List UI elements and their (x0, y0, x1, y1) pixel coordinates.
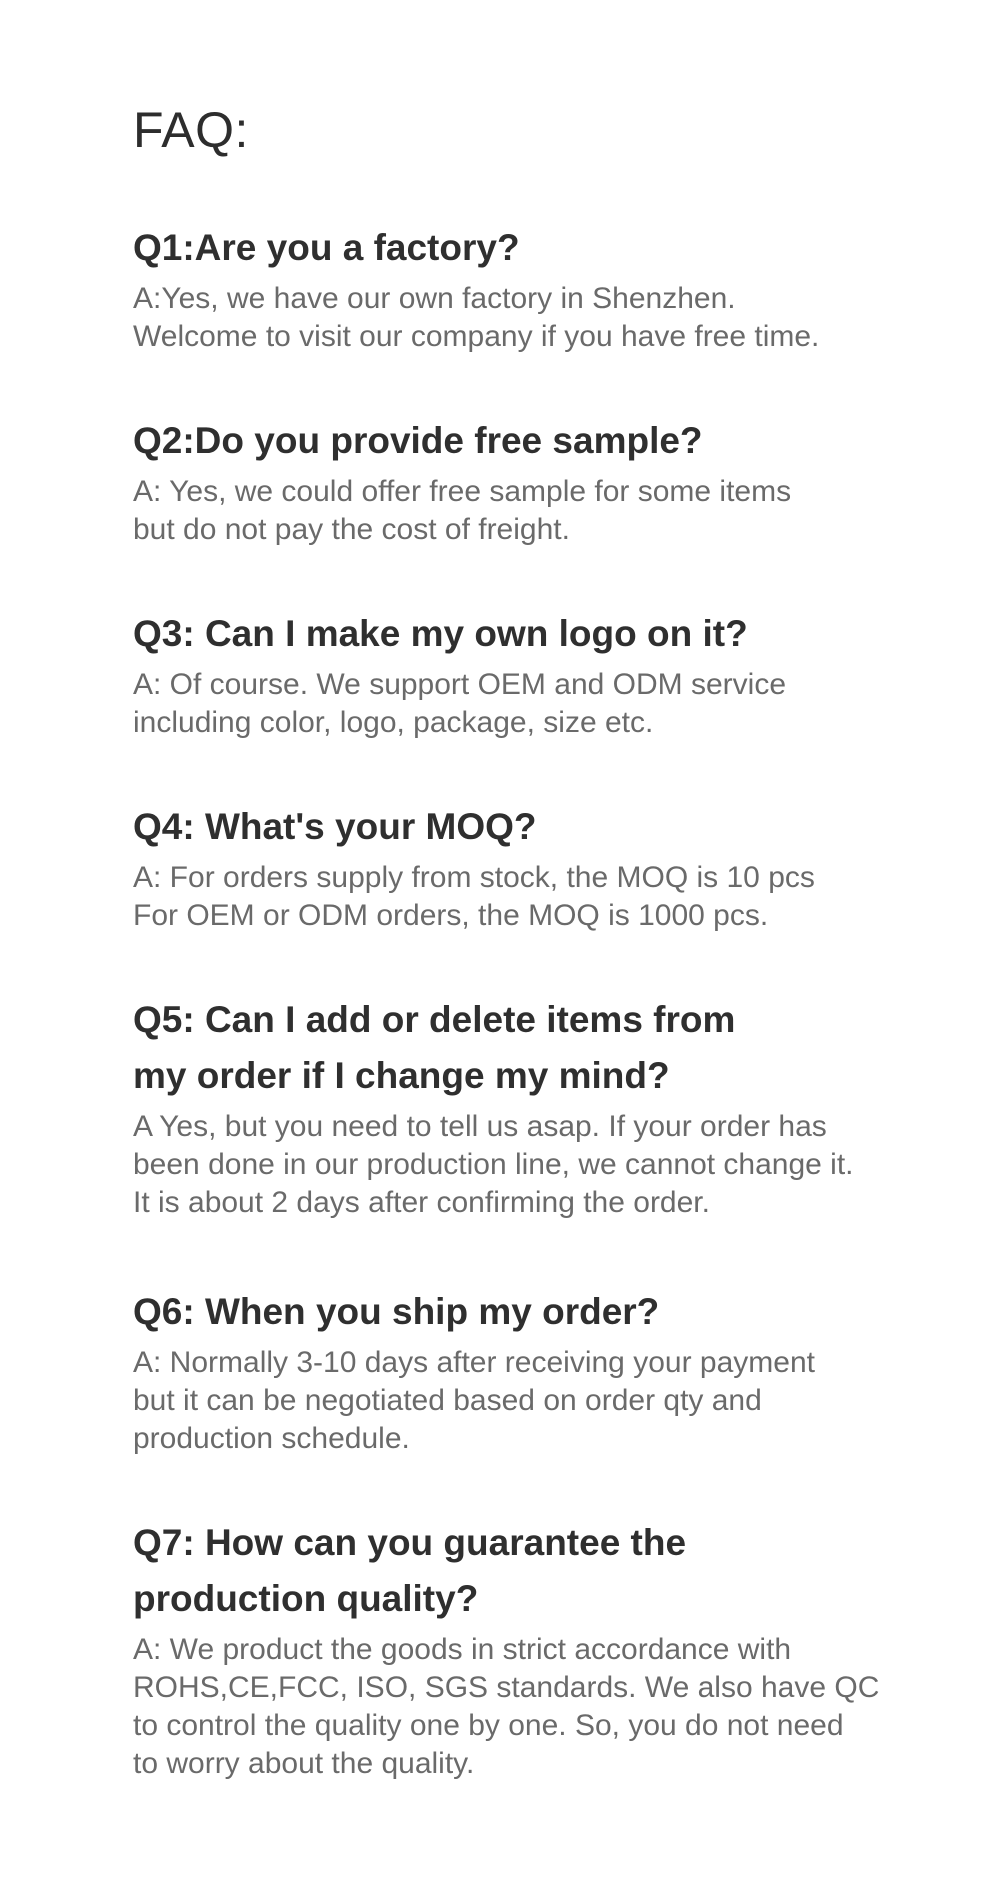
faq-question-4: Q4: What's your MOQ? (133, 806, 537, 847)
faq-item-7 (133, 1515, 893, 1783)
faq-question-6: Q6: When you ship my order? (133, 1291, 660, 1332)
faq-item-4 (133, 799, 893, 935)
faq-question-5: Q5: Can I add or delete items from my order if I change my mind? (133, 999, 736, 1096)
faq-item-3 (133, 606, 893, 742)
faq-item-1 (133, 220, 893, 356)
faq-answer-3: A: Of course. We support OEM and ODM service including color, logo, package, size etc. (133, 668, 786, 739)
faq-item-2 (133, 413, 893, 549)
faq-item-5 (133, 992, 893, 1222)
faq-answer-1: A:Yes, we have our own factory in Shenzhen. Welcome to visit our company if you have free time. (133, 282, 820, 353)
faq-answer-6: A: Normally 3-10 days after receiving your payment but it can be negotiated based on order qty and production schedule. (133, 1346, 815, 1455)
faq-answer-2: A: Yes, we could offer free sample for some items but do not pay the cost of freight. (133, 475, 792, 546)
faq-question-1: Q1:Are you a factory? (133, 227, 520, 268)
faq-question-7: Q7: How can you guarantee the production quality? (133, 1522, 687, 1619)
faq-answer-4: A: For orders supply from stock, the MOQ is 10 pcs For OEM or ODM orders, the MOQ is 1000 pcs. (133, 861, 815, 932)
faq-item-6 (133, 1284, 893, 1458)
faq-question-3: Q3: Can I make my own logo on it? (133, 613, 748, 654)
page-title: FAQ: (133, 102, 249, 158)
faq-answer-7: A: We product the goods in strict accordance with ROHS,CE,FCC, ISO, SGS standards. We also have QC to control the quality one by one. So, you do not need to worry about the quality. (133, 1633, 880, 1780)
faq-question-2: Q2:Do you provide free sample? (133, 420, 703, 461)
faq-answer-5: A Yes, but you need to tell us asap. If your order has been done in our production line, we cannot change it. It is about 2 days after confirming the order. (133, 1110, 854, 1219)
